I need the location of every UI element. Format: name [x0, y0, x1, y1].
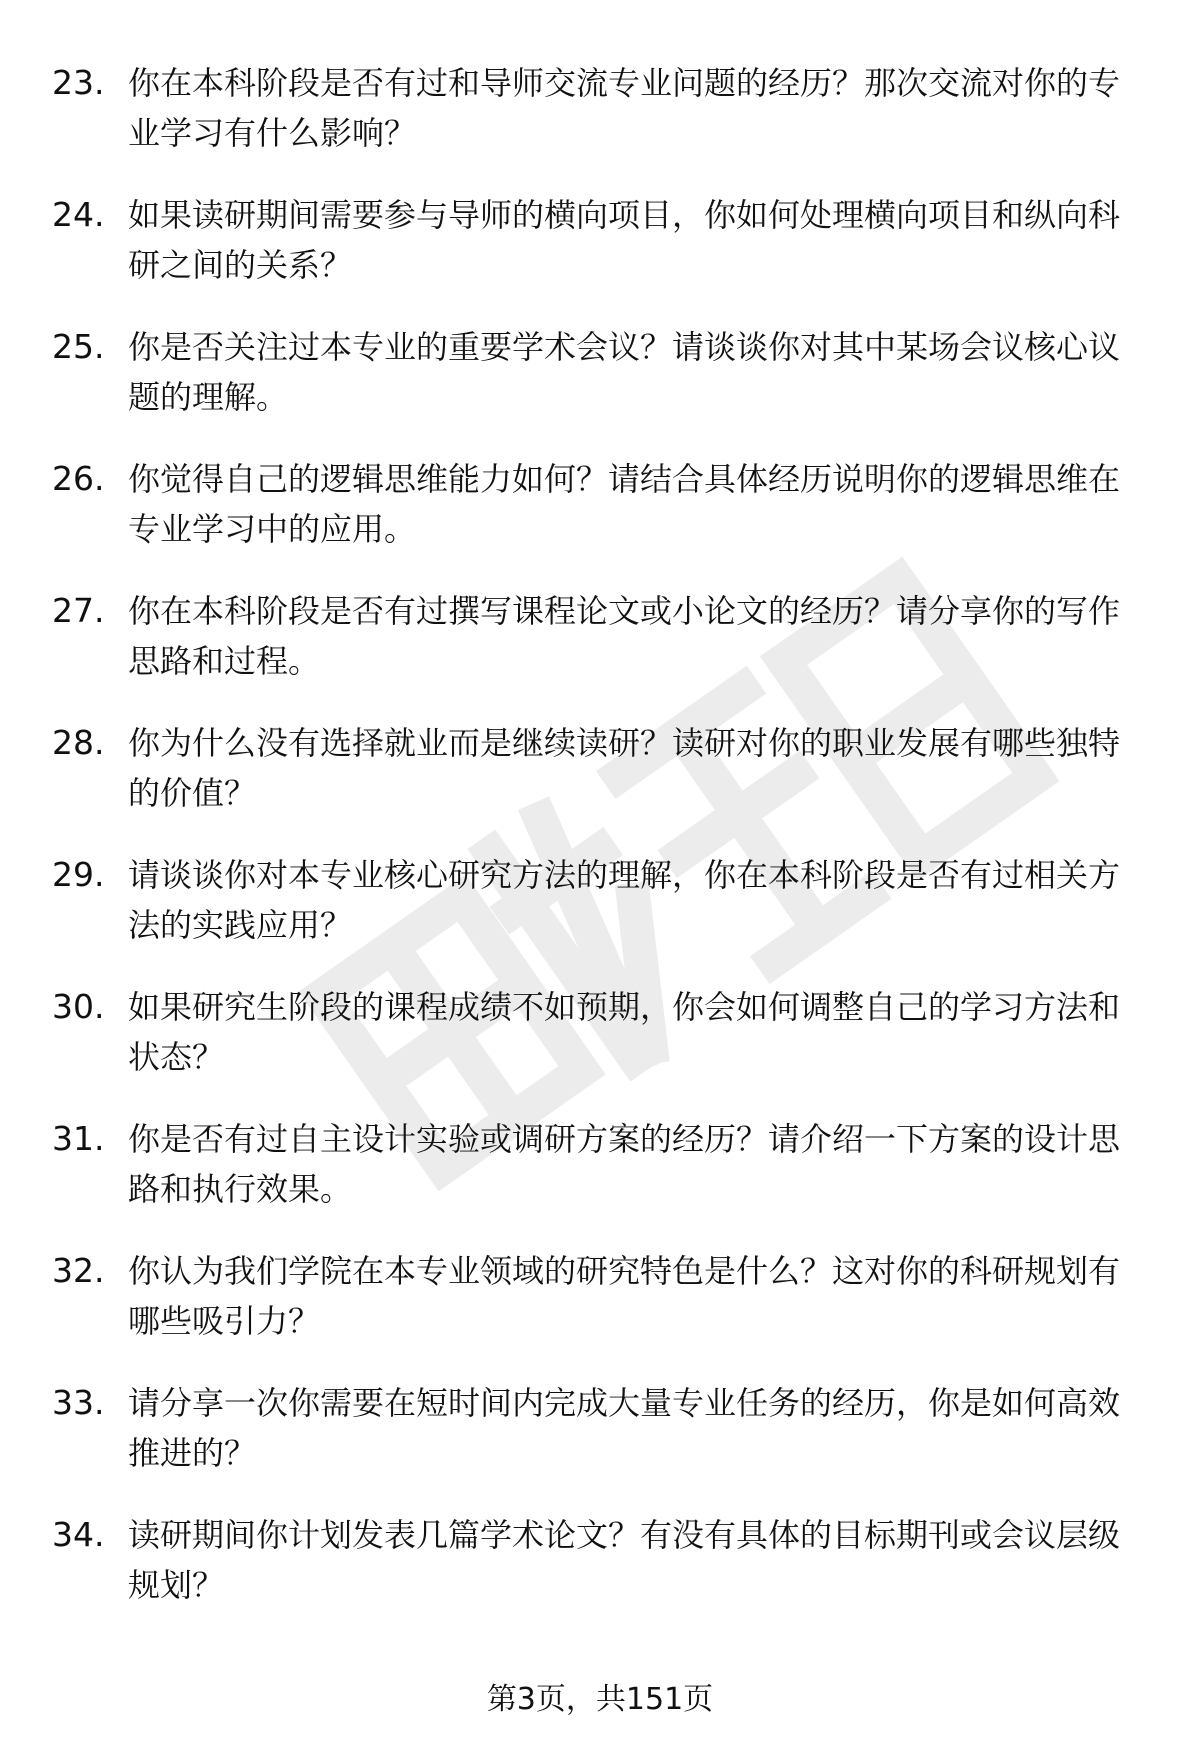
question-number: 28.: [52, 723, 105, 762]
question-text: 你觉得自己的逻辑思维能力如何？请结合具体经历说明你的逻辑思维在专业学习中的应用。: [128, 460, 1121, 548]
question-item: [0, 58, 1200, 178]
question-number: 29.: [52, 855, 105, 894]
question-number: 30.: [52, 987, 105, 1026]
question-text: 你在本科阶段是否有过撰写课程论文或小论文的经历？请分享你的写作思路和过程。: [128, 592, 1121, 680]
question-item: [0, 1114, 1200, 1234]
question-number: 34.: [52, 1515, 105, 1554]
question-item: [0, 1378, 1200, 1498]
question-item: [0, 190, 1200, 310]
question-number: 25.: [52, 327, 105, 366]
question-item: [0, 1246, 1200, 1366]
question-item: [0, 718, 1200, 838]
question-number: 27.: [52, 591, 105, 630]
page-footer: [0, 1678, 1200, 1722]
question-list: [0, 58, 1200, 1642]
page-number-label: 第3页，共151页: [486, 1682, 714, 1717]
question-number: 32.: [52, 1251, 105, 1290]
question-item: [0, 322, 1200, 442]
question-text: 请分享一次你需要在短时间内完成大量专业任务的经历，你是如何高效推进的？: [128, 1384, 1121, 1472]
question-number: 26.: [52, 459, 105, 498]
question-text: 你为什么没有选择就业而是继续读研？读研对你的职业发展有哪些独特的价值？: [128, 724, 1121, 812]
question-text: 请谈谈你对本专业核心研究方法的理解，你在本科阶段是否有过相关方法的实践应用？: [128, 856, 1121, 944]
question-item: [0, 850, 1200, 970]
question-item: [0, 454, 1200, 574]
question-number: 23.: [52, 63, 105, 102]
question-item: [0, 1510, 1200, 1630]
question-text: 读研期间你计划发表几篇学术论文？有没有具体的目标期刊或会议层级规划？: [128, 1516, 1121, 1604]
question-text: 你在本科阶段是否有过和导师交流专业问题的经历？那次交流对你的专业学习有什么影响？: [128, 64, 1121, 152]
question-text: 你是否关注过本专业的重要学术会议？请谈谈你对其中某场会议核心议题的理解。: [128, 328, 1121, 416]
question-number: 31.: [52, 1119, 105, 1158]
question-number: 24.: [52, 195, 105, 234]
question-number: 33.: [52, 1383, 105, 1422]
question-text: 如果研究生阶段的课程成绩不如预期，你会如何调整自己的学习方法和状态？: [128, 988, 1121, 1076]
question-text: 你是否有过自主设计实验或调研方案的经历？请介绍一下方案的设计思路和执行效果。: [128, 1120, 1121, 1208]
question-text: 你认为我们学院在本专业领域的研究特色是什么？这对你的科研规划有哪些吸引力？: [128, 1252, 1121, 1340]
question-item: [0, 586, 1200, 706]
question-text: 如果读研期间需要参与导师的横向项目，你如何处理横向项目和纵向科研之间的关系？: [128, 196, 1121, 284]
question-item: [0, 982, 1200, 1102]
